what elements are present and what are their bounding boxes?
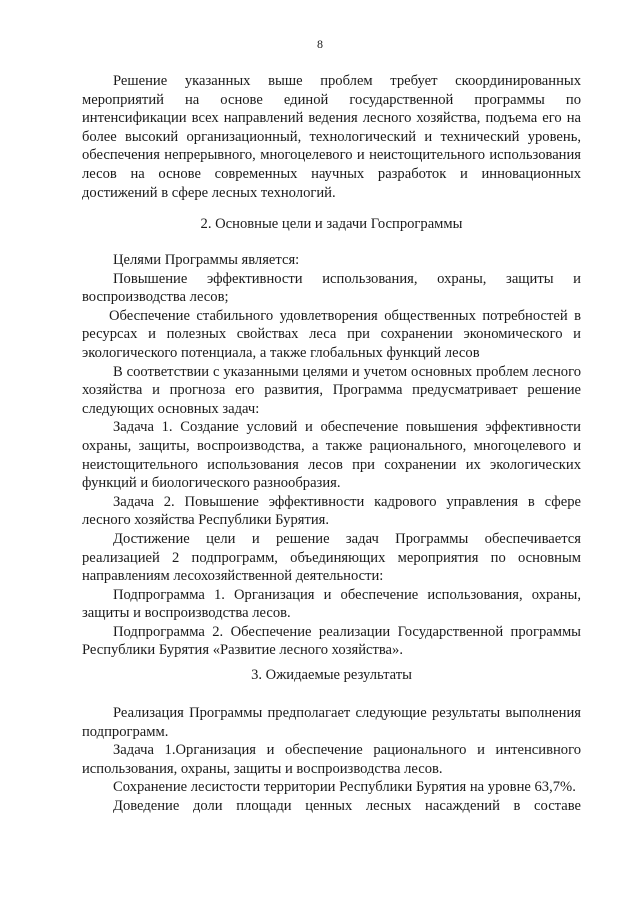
goal-2: Обеспечение стабильного удовлетворения общественных потребностей в ресурсах и полезных свойствах леса при сохранении экономического и экологического потенциала, а также глобальных функций лесов bbox=[82, 307, 581, 361]
task-1: Задача 1. Создание условий и обеспечение повышения эффективности охраны, защиты, воспроизводства, а также рационального, многоцелевого и неистощительного использования лесов при сохранении их экологических функций и биологического разнообразия. bbox=[82, 419, 581, 492]
results-intro: Реализация Программы предполагает следующие результаты выполнения подпрограмм. bbox=[82, 705, 581, 740]
task-2: Задача 2. Повышение эффективности кадрового управления в сфере лесного хозяйства Республики Бурятия. bbox=[82, 493, 581, 529]
intro-paragraph: Решение указанных выше проблем требует скоординированных мероприятий на основе единой государственной программы по интенсификации всех направлений ведения лесного хозяйства, подъема его на более высокий организационный, технологический и технический уровень, обеспечения непрерывного, многоцелевого и неистощительного использования лесов на основе современных научных разработок и инновационных достижений в сфере лесных технологий. bbox=[82, 73, 581, 201]
subprogram-2: Подпрограмма 2. Обеспечение реализации Государственной программы Республики Бурятия «Развитие лесного хозяйства». bbox=[82, 623, 581, 659]
section-2-body bbox=[82, 251, 581, 660]
goal-1: Повышение эффективности использования, охраны, защиты и воспроизводства лесов; bbox=[82, 270, 581, 306]
section-2-heading: 2. Основные цели и задачи Госпрограммы bbox=[200, 216, 463, 232]
page-number: 8 bbox=[317, 37, 323, 51]
tasks-intro: В соответствии с указанными целями и учетом основных проблем лесного хозяйства и прогноза его развития, Программа предусматривает решение следующих основных задач: bbox=[82, 363, 581, 417]
section-3-heading: 3. Ожидаемые результаты bbox=[251, 667, 412, 683]
subprogram-1: Подпрограмма 1. Организация и обеспечение использования, охраны, защиты и воспроизводства лесов. bbox=[82, 586, 581, 622]
achievement-paragraph: Достижение цели и решение задач Программы обеспечивается реализацией 2 подпрограмм, объединяющих мероприятия по основным направлениям лесохозяйственной деятельности: bbox=[82, 530, 581, 585]
goals-intro: Целями Программы является: bbox=[113, 252, 300, 268]
results-task-1: Задача 1.Организация и обеспечение рационального и интенсивного использования, охраны, защиты и воспроизводства лесов. bbox=[82, 742, 581, 777]
results-valuable-stands: Доведение доли площади ценных лесных насаждений в составе bbox=[113, 797, 581, 814]
section-3-body bbox=[82, 704, 581, 816]
results-forest-cover: Сохранение лесистости территории Республики Бурятия на уровне 63,7%. bbox=[113, 779, 576, 796]
